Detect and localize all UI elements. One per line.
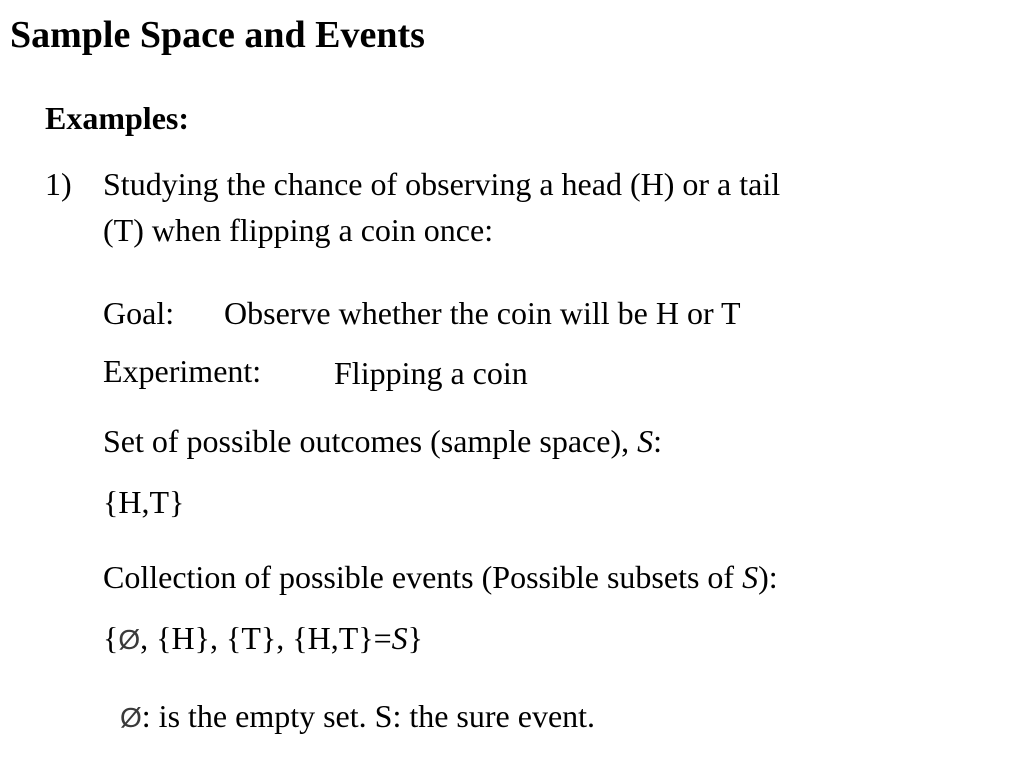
empty-set-note [120,700,595,732]
item-number: 1) [45,166,72,202]
events-close-brace: } [407,620,424,656]
sample-space-value: {H,T} [103,484,185,520]
item-text-line2: (T) when flipping a coin once: [103,212,494,248]
empty-set-note-text: : is the empty set. S: the sure event. [141,698,596,734]
events-suffix: ): [758,559,778,595]
item-text-line1: Studying the chance of observing a head (H) or a tail [103,166,781,202]
sample-space-prefix: Set of possible outcomes (sample space), [103,423,638,459]
experiment-text: Flipping a coin [334,355,528,391]
goal-label: Goal: [103,295,175,331]
sample-space-symbol: S [637,423,654,459]
experiment-label: Experiment: [103,353,262,389]
empty-set-icon: Ø [118,624,141,655]
events-prefix: Collection of possible events (Possible subsets of [103,559,743,595]
sample-space-suffix: : [653,423,662,459]
slide-title: Sample Space and Events [10,14,425,56]
events-line [103,561,778,593]
sample-space-line [103,425,662,457]
events-s-symbol: S [391,620,408,656]
empty-set-icon: Ø [120,702,142,733]
events-set [103,622,423,654]
examples-heading: Examples: [45,100,189,136]
events-middle: , {H}, {T}, {H,T}= [140,620,392,656]
goal-text: Observe whether the coin will be H or T [224,295,741,331]
events-open-brace: { [103,620,119,656]
events-symbol: S [742,559,759,595]
